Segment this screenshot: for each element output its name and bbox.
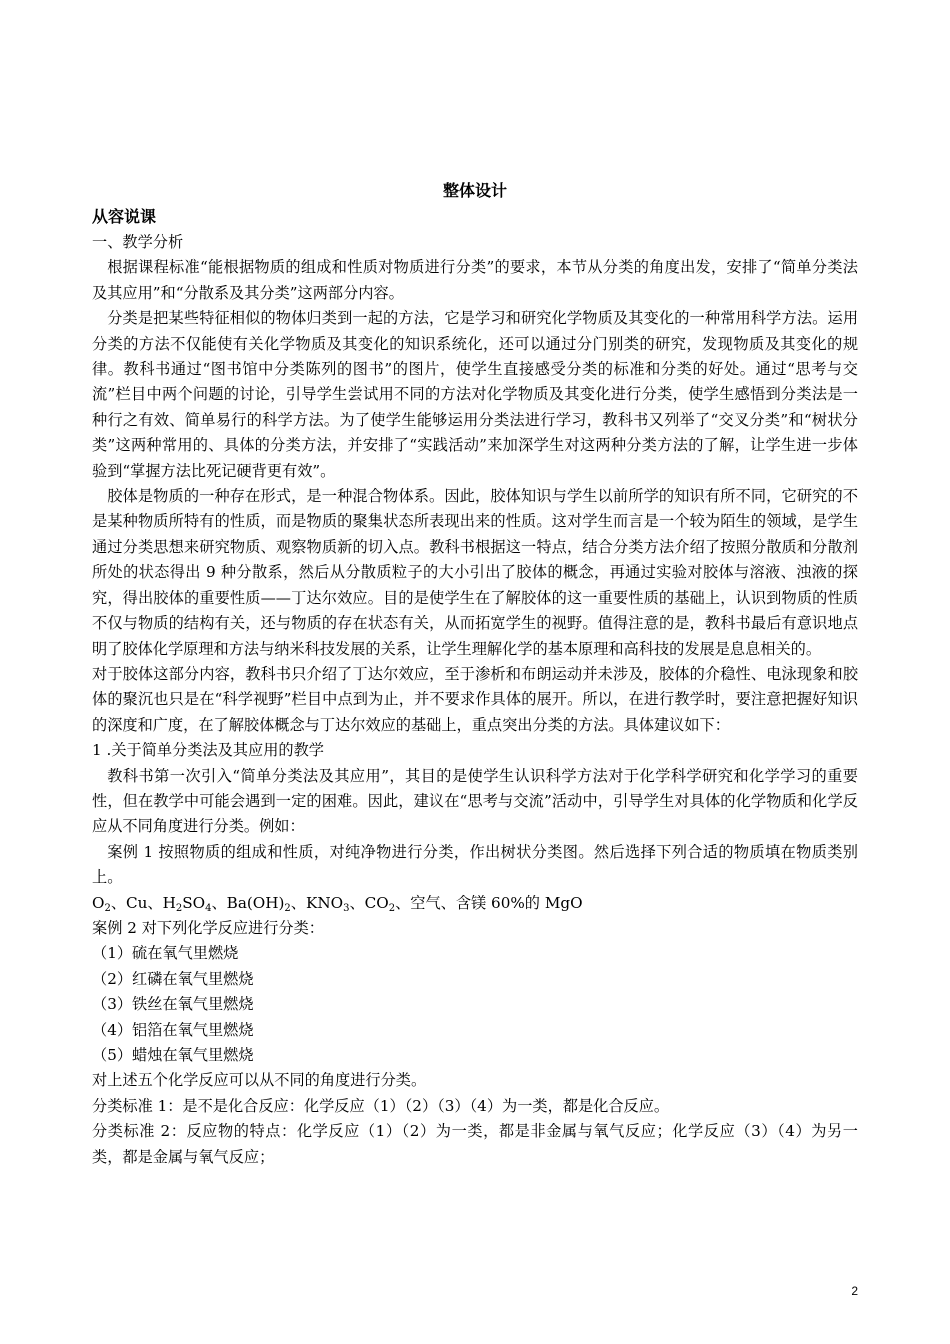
section-heading: 从容说课 [92,207,157,226]
paragraph-1: 根据课程标准“能根据物质的组成和性质对物质进行分类”的要求，本节从分类的角度出发，安排了“简单分类法及其应用”和“分散系及其分类”这两部分内容。 [92,258,858,302]
subsection-heading: 一、教学分析 [92,233,184,251]
reaction-item: （5）蜡烛在氧气里燃烧 [92,1046,254,1064]
reaction-item: （4）铝箔在氧气里燃烧 [92,1020,254,1039]
criterion-2: 分类标准 2：反应物的特点：化学反应（1）（2）为一类，都是非金属与氧气反应；化学反应（3）（4）为另一类，都是金属与氧气反应； [92,1122,858,1166]
list-heading-1: 1 .关于简单分类法及其应用的教学 [92,741,324,760]
paragraph-4: 对于胶体这部分内容，教科书只介绍了丁达尔效应，至于渗析和布朗运动并未涉及，胶体的介稳性、电泳现象和胶体的聚沉也只是在“科学视野”栏目中点到为止，并不要求作具体的展开。所以，在进行教学时，要注意把握好知识的深度和广度，在了解胶体概念与丁达尔效应的基础上，重点突出分类的方法。具体建议如下： [92,664,858,734]
document-page [92,178,858,1170]
paragraph-6: 教科书第一次引入“简单分类法及其应用”，其目的是使学生认识科学方法对于化学科学研究和化学学习的重要性，但在教学中可能会遇到一定的困难。因此，建议在“思考与交流”活动中，引导学生对具体的化学物质和化学反应从不同角度进行分类。例如： [92,766,858,836]
substance-list: $O_2$、Cu、$H_2SO_4$、$Ba(OH)_2$、$KNO_3$、$CO_2$、空气、含镁 60%的 MgO [92,893,583,914]
criterion-1: 分类标准 1：是不是化合反应：化学反应（1）（2）（3）（4）为一类，都是化合反应。 [92,1096,670,1115]
paragraph-3: 胶体是物质的一种存在形式，是一种混合物体系。因此，胶体知识与学生以前所学的知识有所不同，它研究的不是某种物质所特有的性质，而是物质的聚集状态所表现出来的性质。这对学生而言是一个较为陌生的领域，是学生通过分类思想来研究物质、观察物质新的切入点。教科书根据这一特点，结合分类方法介绍了按照分散质和分散剂所处的状态得出 9 种分散系，然后从分散质粒子的大小引出了胶体的概念，再通过实验对胶体与溶液、浊液的探究，得出胶体的重要性质——丁达尔效应。目的是使学生在了解胶体的这一重要性质的基础上，认识到物质的性质不仅与物质的结构有关，还与物质的存在状态有关，从而拓宽学生的视野。值得注意的是，教科书最后有意识地点明了胶体化学原理和方法与纳米科技发展的关系，让学生理解化学的基本原理和高科技的发展是息息相关的。 [92,487,858,658]
after-reactions: 对上述五个化学反应可以从不同的角度进行分类。 [92,1071,427,1090]
reaction-item: （3）铁丝在氧气里燃烧 [92,995,254,1014]
reaction-item: （2）红磷在氧气里燃烧 [92,969,254,988]
reaction-item: （1）硫在氧气里燃烧 [92,944,239,963]
case-1: 案例 1 按照物质的组成和性质，对纯净物进行分类，作出树状分类图。然后选择下列合适的物质填在物质类别上。 [92,842,858,887]
case-2: 案例 2 对下列化学反应进行分类： [92,918,324,937]
document-title: 整体设计 [442,181,507,200]
paragraph-2: 分类是把某些特征相似的物体归类到一起的方法，它是学习和研究化学物质及其变化的一种常用科学方法。运用分类的方法不仅能使有关化学物质及其变化的知识系统化，还可以通过分门别类的研究，发现物质及其变化的规律。教科书通过“图书馆中分类陈列的图书”的图片，使学生直接感受分类的标准和分类的好处。通过“思考与交流”栏目中两个问题的讨论，引导学生尝试用不同的方法对化学物质及其变化进行分类，使学生感悟到分类法是一种行之有效、简单易行的科学方法。为了使学生能够运用分类法进行学习，教科书又列举了“交叉分类”和“树状分类”这两种常用的、具体的分类方法，并安排了“实践活动”来加深学生对这两种分类方法的了解，让学生进一步体验到“掌握方法比死记硬背更有效”。 [92,309,858,480]
page-number: 2 [851,1284,858,1298]
